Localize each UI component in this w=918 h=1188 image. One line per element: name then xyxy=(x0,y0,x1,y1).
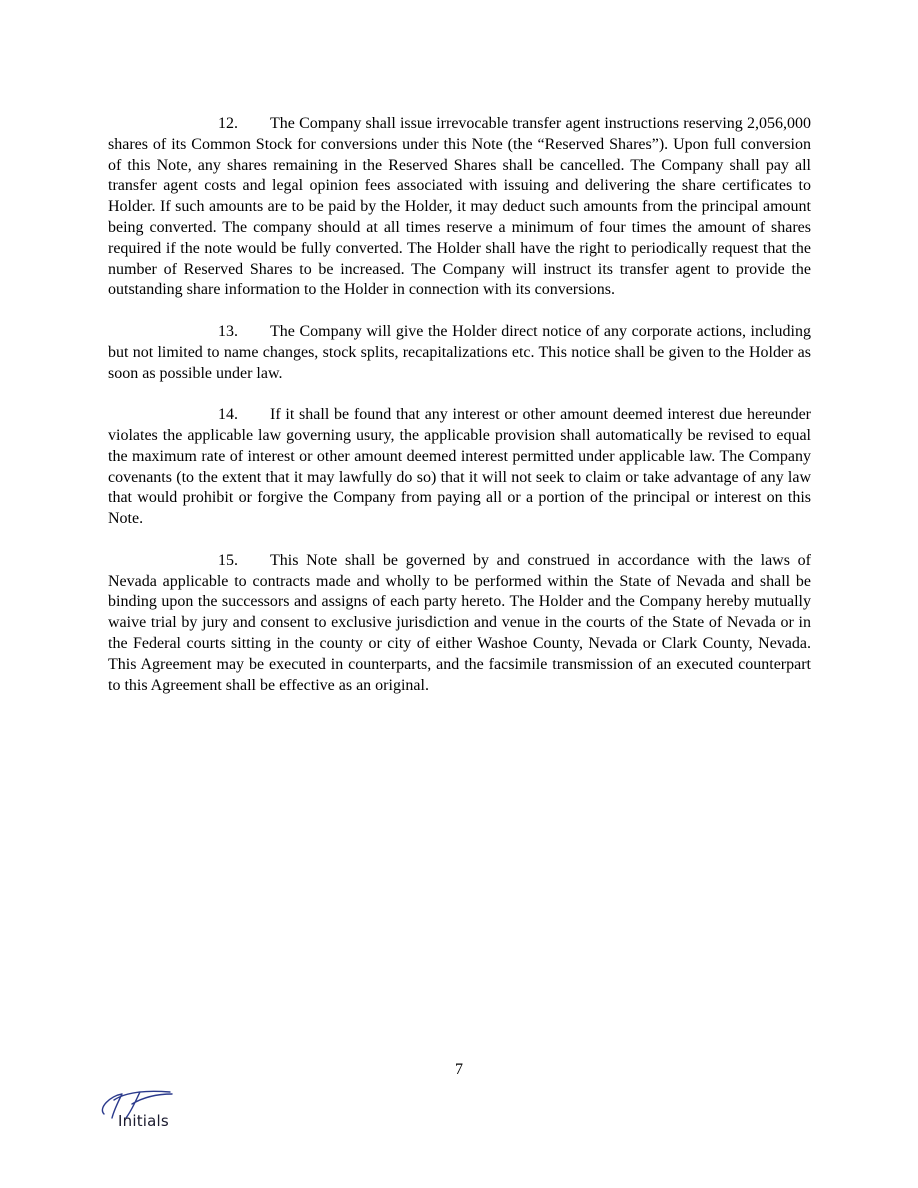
paragraph-14 xyxy=(108,405,811,530)
paragraph-number: 12. xyxy=(218,115,238,132)
paragraph-13 xyxy=(108,322,811,384)
paragraph-number: 15. xyxy=(218,551,238,569)
document-body xyxy=(108,114,811,717)
paragraph-number: 14. xyxy=(218,406,238,424)
page-number: 7 xyxy=(455,1061,463,1078)
paragraph-text: The Company shall issue irrevocable transfer agent instructions reserving 2,056,000 shares of its Common Stock for conversions under this Note (the “Reserved Shares”). Upon full conversion of this Note, any shares remaining in the Reserved Shares shall be cancelled. The Company shall pay all transfer agent costs and legal opinion fees associated with issuing and delivering the share certificates to Holder. If such amounts are to be paid by the Holder, it may deduct such amounts from the principal amount being converted. The company should at all times reserve a minimum of four times the amount of shares required if the note would be fully converted. The Holder shall have the right to periodically request that the number of Reserved Shares to be increased. The Company will instruct its transfer agent to provide the outstanding share information to the Holder in connection with its conversions. xyxy=(108,115,811,299)
paragraph-12 xyxy=(108,114,811,301)
initials-label: Initials xyxy=(118,1112,169,1130)
paragraph-15 xyxy=(108,551,811,697)
paragraph-text: This Note shall be governed by and construed in accordance with the laws of Nevada applicable to contracts made and wholly to be performed within the State of Nevada and shall be binding upon the successors and assigns of each party hereto. The Holder and the Company hereby mutually waive trial by jury and consent to exclusive jurisdiction and venue in the courts of the State of Nevada or in the Federal courts sitting in the county or city of either Washoe County, Nevada or Clark County, Nevada. This Agreement may be executed in counterparts, and the facsimile transmission of an executed counterpart to this Agreement shall be effective as an original. xyxy=(108,551,811,694)
paragraph-text: If it shall be found that any interest or other amount deemed interest due hereunder violates the applicable law governing usury, the applicable provision shall automatically be revised to equal the maximum rate of interest or other amount deemed interest permitted under applicable law. The Company covenants (to the extent that it may lawfully do so) that it will not seek to claim or take advantage of any law that would prohibit or forgive the Company from paying all or a portion of the principal or interest on this Note. xyxy=(108,406,811,528)
initials-block xyxy=(96,1084,186,1134)
paragraph-text: The Company will give the Holder direct notice of any corporate actions, including but not limited to name changes, stock splits, recapitalizations etc. This notice shall be given to the Holder as soon as possible under law. xyxy=(108,322,811,382)
paragraph-number: 13. xyxy=(218,322,238,340)
